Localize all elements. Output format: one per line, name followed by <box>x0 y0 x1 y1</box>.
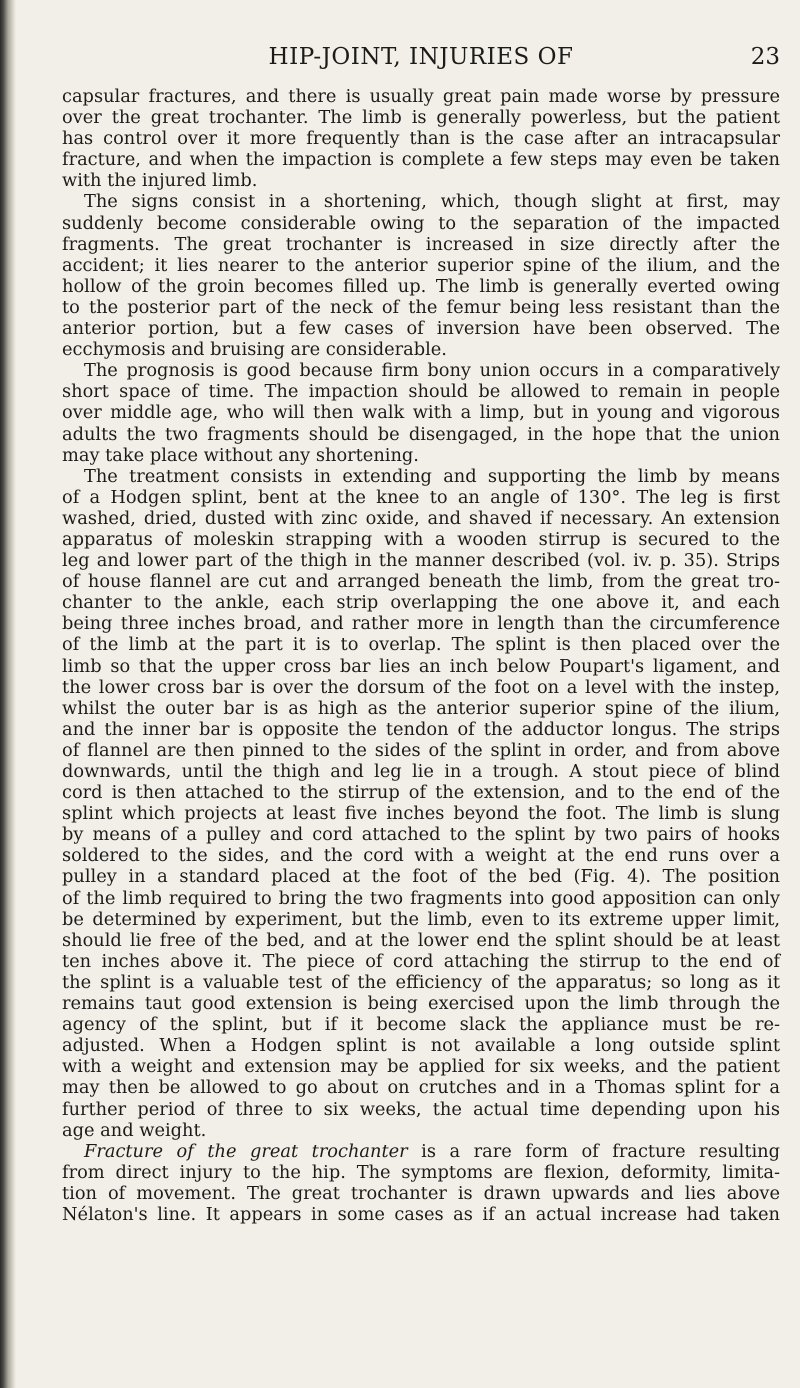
text-line: of flannel are then pinned to the sides of the splint in order, and from above <box>62 739 780 761</box>
text-line: of house flannel are cut and arranged beneath the limb, from the great tro- <box>62 571 780 593</box>
text-line: adults the two fragments should be disengaged, in the hope that the union <box>62 423 780 445</box>
page-binding-edge <box>0 0 16 1388</box>
text-line: accident; it lies nearer to the anterior superior spine of the ilium, and the <box>62 254 780 276</box>
text-line: tion of movement. The great trochanter is drawn upwards and lies above <box>62 1182 780 1204</box>
page-header <box>62 44 780 80</box>
text-line: The signs consist in a shortening, which, though slight at first, may <box>84 191 780 213</box>
italic-heading: Fracture of the great trochanter <box>84 1140 408 1162</box>
text-line: being three inches broad, and rather more in length than the circumference <box>62 613 780 635</box>
text-line: pulley in a standard placed at the foot of the bed (Fig. 4). The position <box>62 866 780 888</box>
text-line: should lie free of the bed, and at the lower end the splint should be at least <box>62 929 780 951</box>
text-line: adjusted. When a Hodgen splint is not available a long outside splint <box>62 1035 780 1057</box>
text-line: of the limb at the part it is to overlap. The splint is then placed over the <box>62 634 780 656</box>
running-head: HIP-JOINT, INJURIES OF <box>268 44 574 70</box>
text-line: to the posterior part of the neck of the femur being less resistant than the <box>62 296 780 318</box>
text-line: short space of time. The impaction should be allowed to remain in people <box>62 381 780 403</box>
text-line: The prognosis is good because firm bony union occurs in a comparatively <box>84 360 780 382</box>
body-lines <box>62 86 780 1141</box>
text-line: the splint is a valuable test of the efficiency of the apparatus; so long as it <box>62 971 780 993</box>
text-line: by means of a pulley and cord attached to the splint by two pairs of hooks <box>62 824 780 846</box>
text-line: from direct injury to the hip. The symptoms are flexion, deformity, limita- <box>62 1161 780 1183</box>
text-line: of the limb required to bring the two fragments into good apposition can only <box>62 887 780 909</box>
text-line: soldered to the sides, and the cord with a weight at the end runs over a <box>62 845 780 867</box>
text-line: be determined by experiment, but the limb, even to its extreme upper limit, <box>62 908 780 930</box>
text-line-rest: is a rare form of fracture resulting <box>407 1140 781 1162</box>
text-line: anterior portion, but a few cases of inversion have been observed. The <box>62 318 780 340</box>
text-line: whilst the outer bar is as high as the anterior superior spine of the ilium, <box>62 697 780 719</box>
body-text <box>62 86 780 1225</box>
text-line: ten inches above it. The piece of cord attaching the stirrup to the end of <box>62 950 780 972</box>
final-paragraph-lines <box>62 1162 780 1225</box>
text-line: limb so that the upper cross bar lies an inch below Poupart's ligament, and <box>62 655 780 677</box>
text-line: has control over it more frequently than is the case after an intracapsular <box>62 128 780 150</box>
text-line: may then be allowed to go about on crutches and in a Thomas splint for a <box>62 1077 780 1099</box>
text-line: of a Hodgen splint, bent at the knee to an angle of 130°. The leg is first <box>62 486 780 508</box>
text-line: chanter to the ankle, each strip overlapping the one above it, and each <box>62 592 780 614</box>
text-line: capsular fractures, and there is usually great pain made worse by pressure <box>62 86 780 107</box>
text-line: cord is then attached to the stirrup of the extension, and to the end of the <box>62 782 780 804</box>
text-line: leg and lower part of the thigh in the manner described (vol. iv. p. 35). Strips <box>62 550 780 572</box>
text-line: and the inner bar is opposite the tendon of the adductor longus. The strips <box>62 718 780 740</box>
text-line: age and weight. <box>62 1119 207 1141</box>
text-line: ecchymosis and bruising are considerable. <box>62 339 447 361</box>
page-number: 23 <box>750 44 780 70</box>
text-line: hollow of the groin becomes filled up. The limb is generally everted owing <box>62 275 780 297</box>
text-line: Nélaton's line. It appears in some cases as if an actual increase had taken <box>62 1203 780 1225</box>
text-line: with the injured limb. <box>62 170 258 192</box>
text-line: the lower cross bar is over the dorsum of the foot on a level with the instep, <box>62 676 780 698</box>
text-line: apparatus of moleskin strapping with a wooden stirrup is secured to the <box>62 528 780 550</box>
text-line: may take place without any shortening. <box>62 444 419 466</box>
text-line: splint which projects at least five inches beyond the foot. The limb is slung <box>62 803 780 825</box>
text-line: The treatment consists in extending and supporting the limb by means <box>84 465 780 487</box>
text-line: over middle age, who will then walk with a limp, but in young and vigorous <box>62 402 780 424</box>
text-line: remains taut good extension is being exercised upon the limb through the <box>62 993 780 1015</box>
text-line: downwards, until the thigh and leg lie in a trough. A stout piece of blind <box>62 761 780 782</box>
text-line: fracture, and when the impaction is complete a few steps may even be taken <box>62 149 780 171</box>
text-line: over the great trochanter. The limb is generally powerless, but the patient <box>62 107 780 129</box>
text-line: agency of the splint, but if it become slack the appliance must be re- <box>62 1014 780 1036</box>
text-line: with a weight and extension may be applied for six weeks, and the patient <box>62 1056 780 1078</box>
text-line: suddenly become considerable owing to the separation of the impacted <box>62 212 780 234</box>
text-line: further period of three to six weeks, the actual time depending upon his <box>62 1098 780 1120</box>
text-line: fragments. The great trochanter is increased in size directly after the <box>62 233 780 255</box>
text-line <box>62 1141 780 1162</box>
text-line: washed, dried, dusted with zinc oxide, and shaved if necessary. An extension <box>62 507 780 529</box>
